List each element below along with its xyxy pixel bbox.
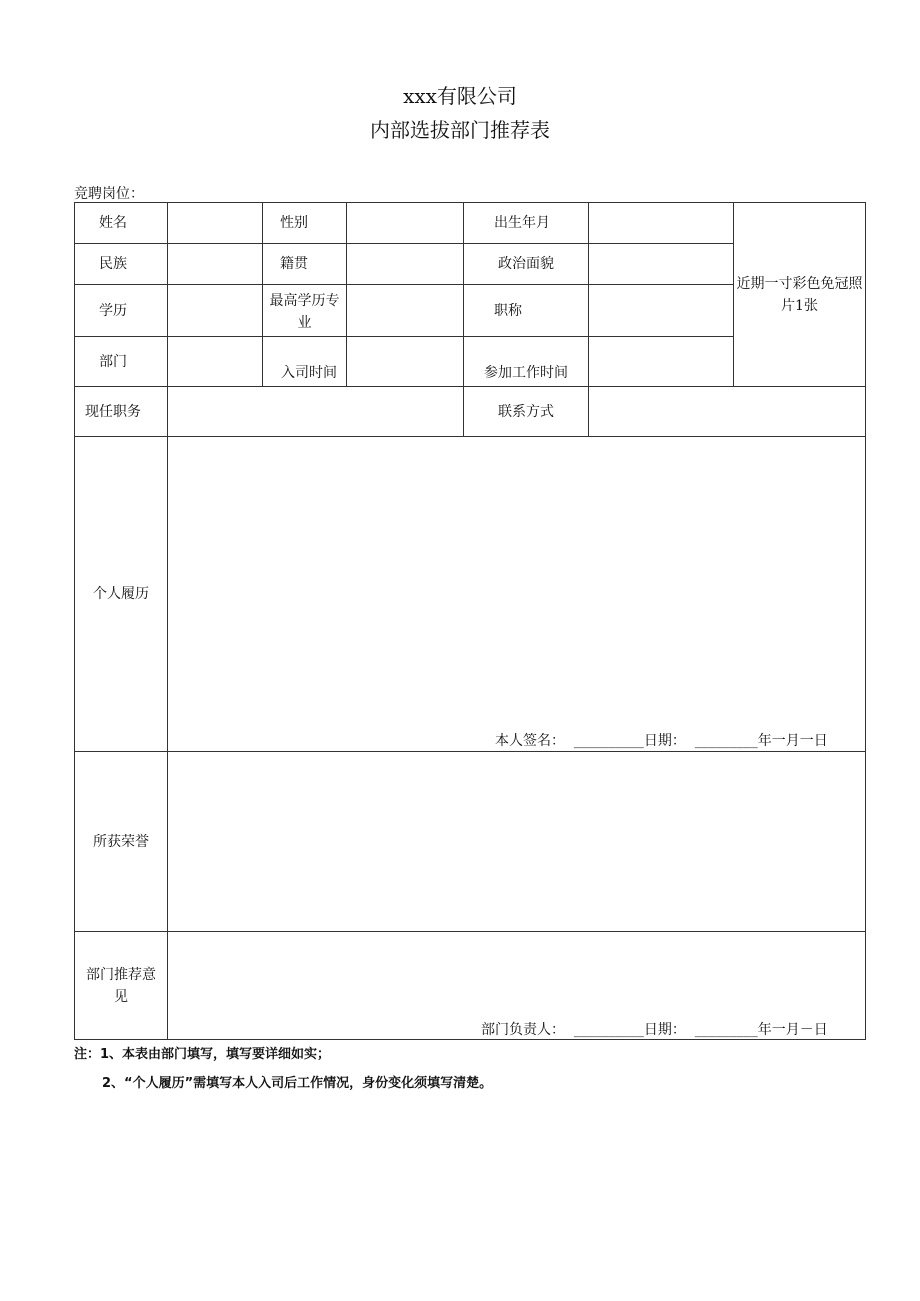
dept-signature-line: 部门负责人： __________日期： _________年一月－日	[481, 1022, 828, 1038]
work-start-label: 参加工作时间	[484, 365, 568, 381]
gender-field[interactable]	[347, 203, 463, 243]
birth-field[interactable]	[589, 203, 733, 243]
table-border-bottom	[74, 1039, 866, 1040]
honors-field[interactable]	[168, 752, 865, 931]
name-field[interactable]	[168, 203, 262, 243]
gender-label: 性别	[280, 215, 308, 231]
current-job-field[interactable]	[168, 387, 463, 436]
note-1: 注：1、本表由部门填写，填写要详细如实；	[74, 1047, 331, 1062]
contact-field[interactable]	[589, 387, 865, 436]
department-field[interactable]	[168, 337, 262, 386]
name-label: 姓名	[99, 215, 127, 231]
photo-placeholder: 近期一寸彩色免冠照片1张	[736, 275, 863, 314]
company-name: xxx有限公司	[403, 84, 517, 108]
dept-opinion-field[interactable]	[168, 932, 865, 1014]
form-title: 内部选拔部门推荐表	[370, 118, 550, 142]
resume-field[interactable]	[168, 437, 865, 727]
ethnicity-field[interactable]	[168, 244, 262, 284]
dept-opinion-label: 部门推荐意见	[86, 966, 156, 1005]
major-field[interactable]	[347, 285, 463, 336]
join-date-field[interactable]	[347, 337, 463, 386]
position-label: 竞聘岗位：	[74, 186, 144, 202]
native-place-label: 籍贯	[280, 256, 308, 272]
education-field[interactable]	[168, 285, 262, 336]
self-signature-line: 本人签名： __________日期： _________年一月一日	[495, 733, 828, 749]
birth-label: 出生年月	[494, 215, 550, 231]
work-start-field[interactable]	[589, 337, 733, 386]
title-label: 职称	[494, 302, 522, 319]
resume-label: 个人履历	[93, 586, 149, 602]
major-label: 最高学历专业	[269, 292, 340, 331]
ethnicity-label: 民族	[99, 256, 127, 272]
title-field[interactable]	[589, 285, 733, 336]
contact-label: 联系方式	[498, 403, 554, 420]
table-border-right	[865, 202, 866, 1040]
education-label: 学历	[99, 302, 127, 319]
department-label: 部门	[99, 353, 127, 370]
current-job-label: 现任职务	[85, 403, 141, 420]
political-status-label: 政治面貌	[498, 256, 554, 272]
political-status-field[interactable]	[589, 244, 733, 284]
native-place-field[interactable]	[347, 244, 463, 284]
note-2: 2、“个人履历”需填写本人入司后工作情况，身份变化须填写清楚。	[102, 1076, 493, 1091]
honors-label: 所获荣誉	[93, 833, 149, 850]
join-date-label: 入司时间	[281, 365, 337, 381]
